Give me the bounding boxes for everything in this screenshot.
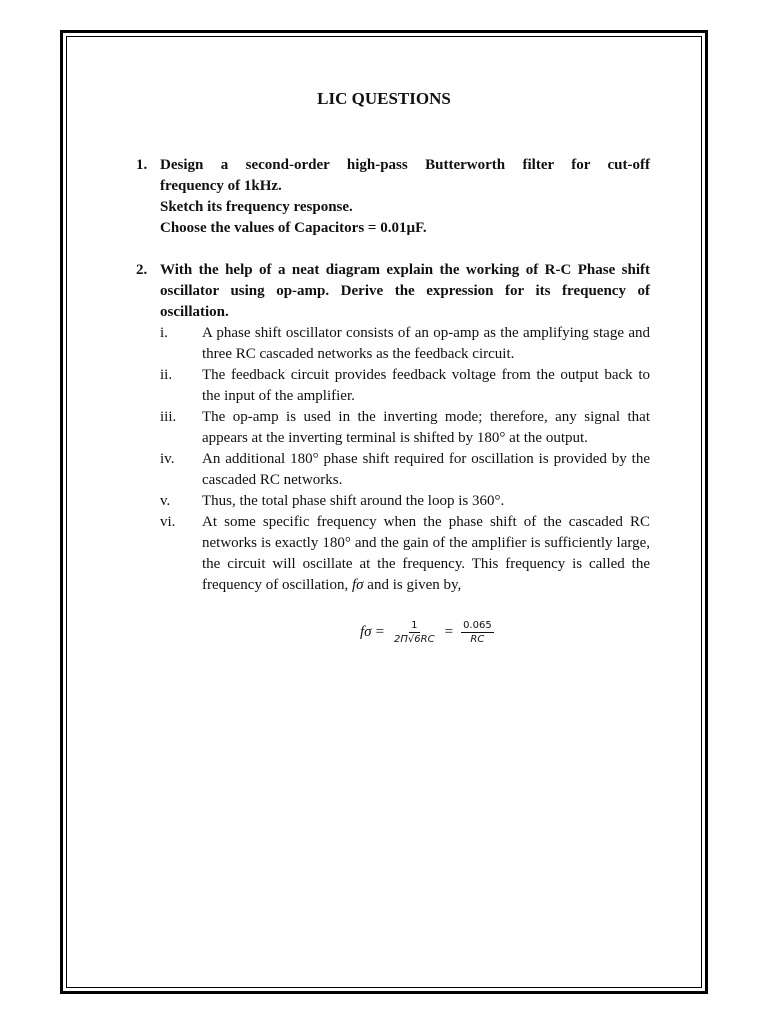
list-item-tail: and is given by, xyxy=(367,577,462,593)
question-line: Sketch its frequency response. xyxy=(160,199,353,215)
formula-fraction-2 xyxy=(461,619,494,646)
list-item-number: vi. xyxy=(160,514,176,530)
list-item-number: iii. xyxy=(160,409,177,425)
question-1 xyxy=(136,155,650,239)
question-2 xyxy=(136,260,650,323)
question-text: With the help of a neat diagram explain the working of R-C Phase shift oscillator using op-amp. Derive the expression for its frequency of oscillation. xyxy=(160,262,650,320)
formula-lhs: fσ xyxy=(360,624,372,640)
list-item-text: The op-amp is used in the inverting mode; therefore, any signal that appears at the inverting terminal is shifted by 180° at the output. xyxy=(202,409,650,446)
question-line: Design a second-order high-pass Butterworth filter for cut-off xyxy=(160,157,650,173)
list-item xyxy=(160,365,650,407)
fraction-denominator: RC xyxy=(470,634,485,645)
formula-equals: = xyxy=(444,624,454,640)
list-item-text: A phase shift oscillator consists of an op-amp as the amplifying stage and three RC cascaded networks as the feedback circuit. xyxy=(202,325,650,362)
question-number: 1. xyxy=(136,157,148,173)
frequency-symbol: fσ xyxy=(351,577,364,593)
list-item xyxy=(160,407,650,449)
list-item xyxy=(160,512,650,596)
fraction-denominator: 2Π√6RC xyxy=(394,634,435,645)
list-item xyxy=(160,491,650,512)
list-item-number: v. xyxy=(160,493,171,509)
answer-list xyxy=(160,323,650,596)
list-item-number: ii. xyxy=(160,367,173,383)
question-line: Choose the values of Capacitors = 0.01µF. xyxy=(160,220,427,236)
question-number: 2. xyxy=(136,262,148,278)
list-item-number: i. xyxy=(160,325,168,341)
list-item-text: An additional 180° phase shift required for oscillation is provided by the cascaded RC networks. xyxy=(202,451,650,488)
list-item-text: The feedback circuit provides feedback voltage from the output back to the input of the amplifier. xyxy=(202,367,650,404)
list-item-text: At some specific frequency when the phase shift of the cascaded RC networks is exactly 180° and the gain of the amplifier is sufficiently large, the circuit will oscillate at the frequency. This frequency is called the frequency of oscillation, xyxy=(202,514,650,593)
list-item-number: iv. xyxy=(160,451,175,467)
question-line: frequency of 1kHz. xyxy=(160,178,282,194)
list-item xyxy=(160,323,650,365)
fraction-numerator: 0.065 xyxy=(463,620,492,631)
formula-fraction-1 xyxy=(392,619,437,646)
page-title: LIC QUESTIONS xyxy=(317,89,451,108)
oscillation-frequency-formula xyxy=(360,619,498,646)
fraction-numerator: 1 xyxy=(411,620,418,631)
question-text xyxy=(160,155,650,239)
list-item xyxy=(160,449,650,491)
list-item-text: Thus, the total phase shift around the loop is 360°. xyxy=(202,493,505,509)
formula-equals: = xyxy=(375,624,385,640)
